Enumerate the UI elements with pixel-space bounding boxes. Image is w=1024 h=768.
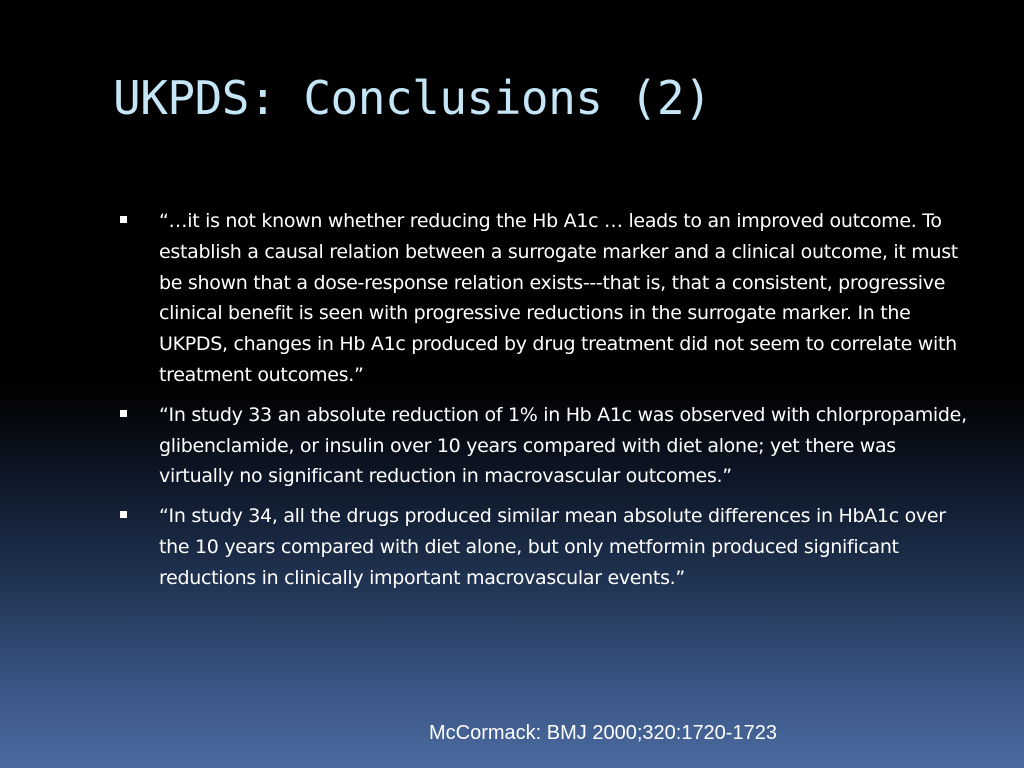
bullet-item [116,206,974,391]
square-bullet-icon [120,410,127,417]
bullet-item [116,501,974,593]
bullet-text: “In study 34, all the drugs produced similar mean absolute differences in HbA1c over the 10 years compared with diet alone, but only metformin produced significant reductions in clinically important macrovascular events.” [159,505,946,589]
slide-title: UKPDS: Conclusions (2) [113,71,712,125]
citation: McCormack: BMJ 2000;320:1720-1723 [429,722,777,744]
bullet-list [116,206,974,603]
square-bullet-icon [120,511,127,518]
square-bullet-icon [120,216,127,223]
bullet-text: “…it is not known whether reducing the Hb A1c … leads to an improved outcome. To establish a causal relation between a surrogate marker and a clinical outcome, it must be shown that a dose-response relation exists---that is, that a consistent, progressive clinical benefit is seen with progressive reductions in the surrogate marker. In the UKPDS, changes in Hb A1c produced by drug treatment did not seem to correlate with treatment outcomes.” [159,210,958,386]
bullet-text: “In study 33 an absolute reduction of 1% in Hb A1c was observed with chlorpropamide, glibenclamide, or insulin over 10 years compared with diet alone; yet there was virtually no significant reduction in macrovascular outcomes.” [159,403,967,488]
bullet-item [116,400,974,492]
